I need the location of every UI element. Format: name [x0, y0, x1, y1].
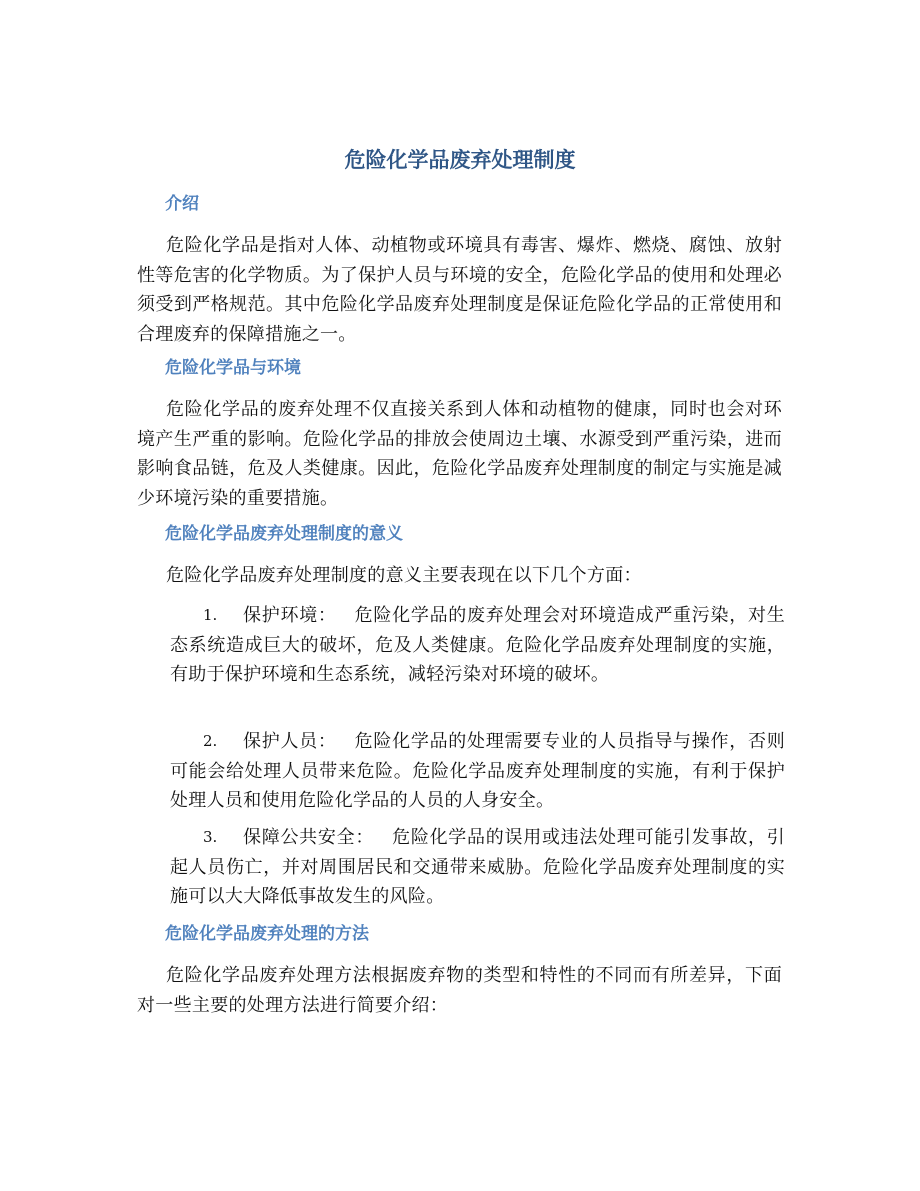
section-heading-intro: 介绍: [165, 194, 199, 214]
list-item-number: 1.: [203, 606, 218, 624]
section-paragraph-environment: 危险化学品的废弃处理不仅直接关系到人体和动植物的健康，同时也会对环境产生严重的影响。危险化学品的排放会使周边土壤、水源受到严重污染，进而影响食品链，危及人类健康。因此，危险化学品废弃处理制度的制定与实施是减少环境污染的重要措施。: [137, 399, 782, 509]
section-paragraph-methods: 危险化学品废弃处理方法根据废弃物的类型和特性的不同而有所差异，下面对一些主要的处理方法进行简要介绍：: [137, 965, 782, 1016]
list-item-body: [170, 601, 785, 690]
list-item-label: 保护人员：: [243, 731, 337, 752]
section-paragraph-significance: 危险化学品废弃处理制度的意义主要表现在以下几个方面：: [166, 565, 642, 586]
list-item: [170, 601, 785, 690]
list-item-text: 危险化学品的处理需要专业的人员指导与操作，否则可能会给处理人员带来危险。危险化学品废弃处理制度的实施，有利于保护处理人员和使用危险化学品的人员的人身安全。: [170, 731, 786, 811]
list-item-label: 保障公共安全：: [243, 827, 375, 848]
list-item-number: 2.: [203, 732, 218, 750]
list-item-label: 保护环境：: [243, 605, 337, 626]
list-item: [170, 823, 785, 912]
list-item: [170, 727, 785, 816]
list-item-body: [170, 727, 785, 816]
section-heading-environment: 危险化学品与环境: [165, 358, 301, 378]
section-heading-significance: 危险化学品废弃处理制度的意义: [165, 524, 403, 544]
section-heading-methods: 危险化学品废弃处理的方法: [165, 924, 369, 944]
list-item-number: 3.: [203, 828, 218, 846]
list-item-text: 危险化学品的误用或违法处理可能引发事故，引起人员伤亡，并对周围居民和交通带来威胁。危险化学品废弃处理制度的实施可以大大降低事故发生的风险。: [170, 827, 785, 907]
list-item-body: [170, 823, 785, 912]
document-title: 危险化学品废弃处理制度: [344, 147, 576, 172]
section-paragraph-intro: 危险化学品是指对人体、动植物或环境具有毒害、爆炸、燃烧、腐蚀、放射性等危害的化学物质。为了保护人员与环境的安全，危险化学品的使用和处理必须受到严格规范。其中危险化学品废弃处理制度是保证危险化学品的正常使用和合理废弃的保障措施之一。: [137, 235, 782, 345]
list-item-text: 危险化学品的废弃处理会对环境造成严重污染，对生态系统造成巨大的破坏，危及人类健康。危险化学品废弃处理制度的实施，有助于保护环境和生态系统，减轻污染对环境的破坏。: [170, 605, 786, 685]
